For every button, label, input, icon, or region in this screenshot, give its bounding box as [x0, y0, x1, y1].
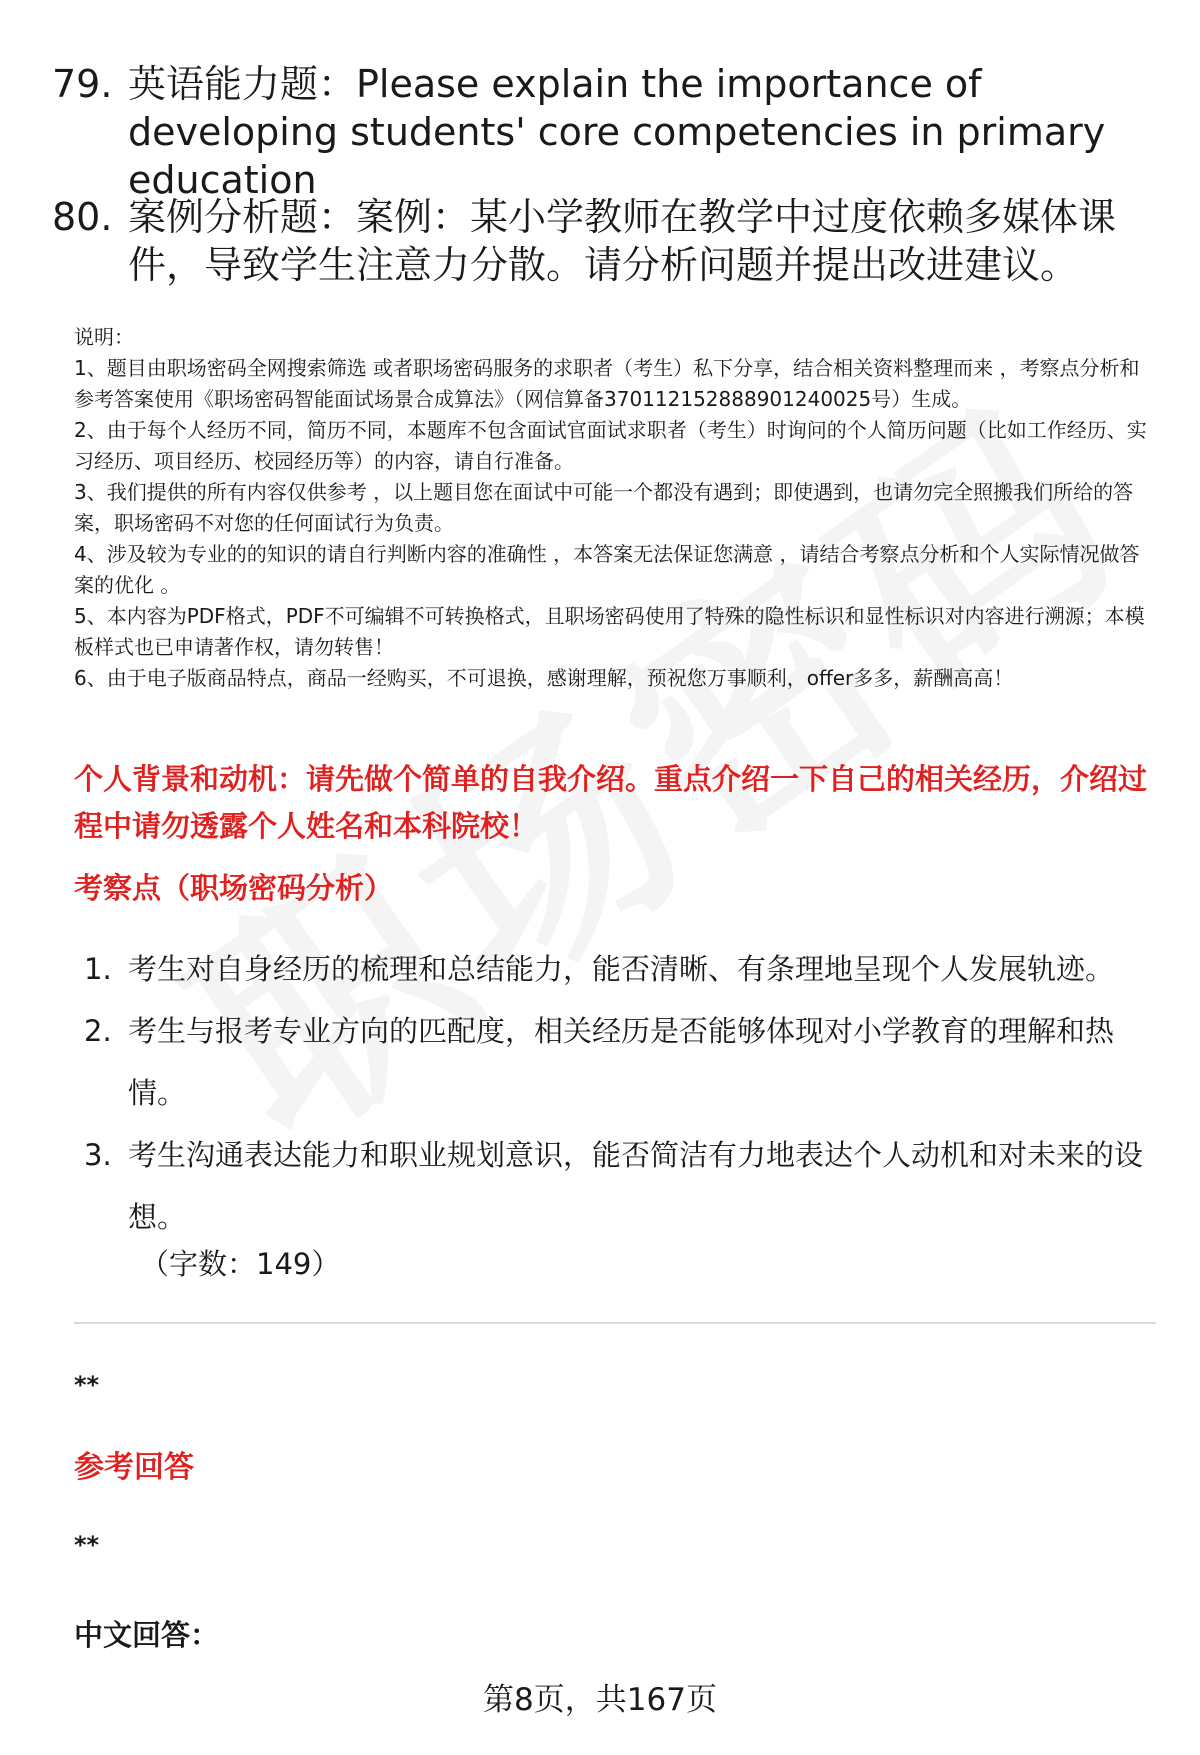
divider — [74, 1322, 1156, 1324]
notes-title: 说明： — [74, 325, 134, 349]
note-item-3: 3、我们提供的所有内容仅供参考 ，以上题目您在面试中可能一个都没有遇到；即使遇到，也请勿完全照搬我们所给的答案，职场密码不对您的任何面试行为负责。 — [74, 480, 1134, 535]
list-item-number: 3. — [84, 1138, 112, 1172]
note-item-6: 6、由于电子版商品特点，商品一经购买，不可退换，感谢理解，预祝您万事顺利，offer多多，薪酬高高！ — [74, 666, 1014, 690]
analysis-heading: 考察点（职场密码分析） — [74, 871, 394, 905]
note-item-5: 5、本内容为PDF格式，PDF不可编辑不可转换格式，且职场密码使用了特殊的隐性标识和显性标识对内容进行溯源；本模板样式也已申请著作权，请勿转售！ — [74, 604, 1145, 659]
note-item-1: 1、题目由职场密码全网搜索筛选 或者职场密码服务的求职者（考生）私下分享，结合相关资料整理而来 ，考察点分析和参考答案使用《职场密码智能面试场景合成算法》（网信算备370112152888901240025号）生成。 — [74, 356, 1140, 411]
disclaimer-notes — [74, 322, 1159, 694]
list-item-text: 考生沟通表达能力和职业规划意识，能否简洁有力地表达个人动机和对未来的设想。 — [128, 1138, 1144, 1234]
reference-answer-heading: 参考回答 — [74, 1450, 194, 1485]
question-80 — [52, 193, 1162, 289]
question-number: 79. — [52, 62, 113, 106]
list-item-text: 考生与报考专业方向的匹配度，相关经历是否能够体现对小学教育的理解和热情。 — [128, 1014, 1115, 1110]
list-item-number: 2. — [84, 1014, 112, 1048]
question-text: 案例分析题：案例：某小学教师在教学中过度依赖多媒体课件，导致学生注意力分散。请分析问题并提出改进建议。 — [128, 195, 1117, 287]
list-item — [84, 1000, 1164, 1124]
bold-marker: ** — [74, 1371, 100, 1399]
word-count: （字数：149） — [140, 1247, 341, 1281]
background-question-heading: 个人背景和动机：请先做个简单的自我介绍。重点介绍一下自己的相关经历，介绍过程中请勿透露个人姓名和本科院校！ — [74, 762, 1148, 843]
list-item-text: 考生对自身经历的梳理和总结能力，能否清晰、有条理地呈现个人发展轨迹。 — [128, 952, 1115, 986]
list-item — [84, 938, 1164, 1000]
chinese-answer-label: 中文回答： — [74, 1618, 220, 1652]
note-item-2: 2、由于每个人经历不同，简历不同，本题库不包含面试官面试求职者（考生）时询问的个人简历问题（比如工作经历、实习经历、项目经历、校园经历等）的内容，请自行准备。 — [74, 418, 1147, 473]
page-footer: 第8页，共167页 — [483, 1682, 717, 1718]
question-text: 英语能力题：Please explain the importance of developing students' core competencies in primary education — [128, 62, 1106, 202]
bold-marker: ** — [74, 1531, 100, 1559]
list-item — [84, 1124, 1164, 1248]
question-number: 80. — [52, 195, 113, 239]
analysis-points-list — [84, 938, 1164, 1248]
question-79 — [52, 60, 1162, 204]
note-item-4: 4、涉及较为专业的的知识的请自行判断内容的准确性 ，本答案无法保证您满意 ，请结合考察点分析和个人实际情况做答案的优化 。 — [74, 542, 1140, 597]
list-item-number: 1. — [84, 952, 112, 986]
